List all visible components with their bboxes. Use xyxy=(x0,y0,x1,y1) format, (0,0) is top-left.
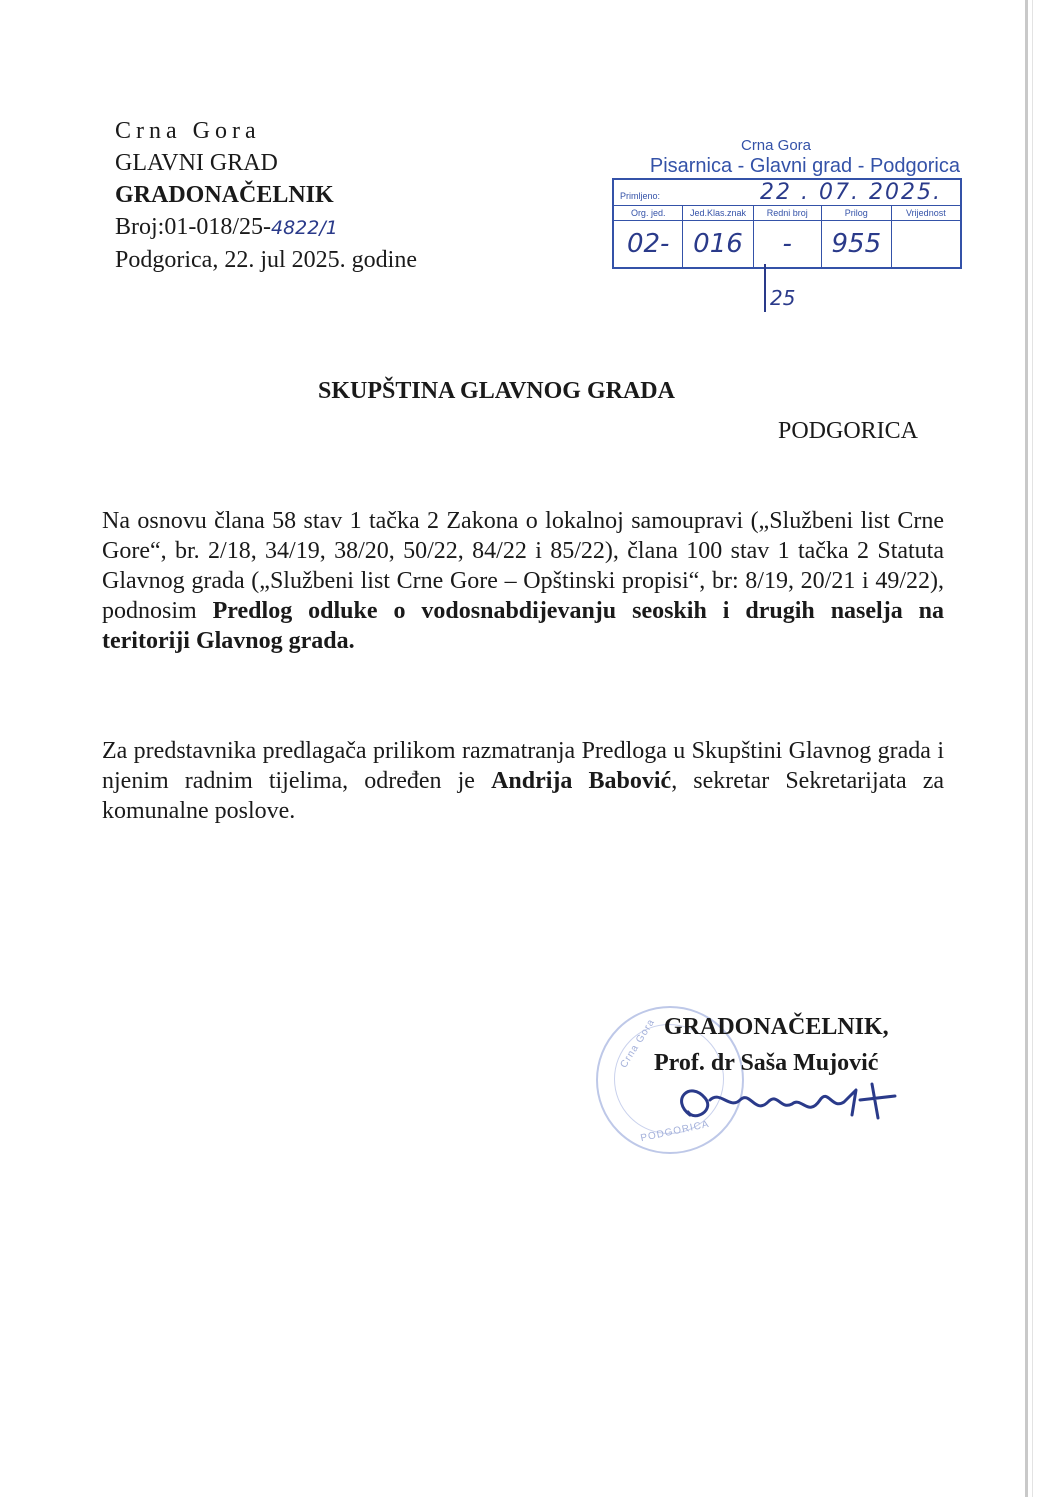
stamp-col-class: Jed.Klas.znak xyxy=(683,206,753,221)
stamp-subtitle: Pisarnica - Glavni grad - Podgorica xyxy=(649,155,960,177)
letterhead-office: GRADONAČELNIK xyxy=(115,182,334,208)
registry-stamp xyxy=(590,137,962,310)
document-number-prefix: Broj:01-018/25- xyxy=(115,214,271,240)
stamp-received-label: Primljeno: xyxy=(620,191,661,201)
letterhead-city: GLAVNI GRAD xyxy=(115,150,278,176)
para2-bold: Andrija Babović xyxy=(491,768,672,794)
stamp-val-org: 02- xyxy=(613,221,683,269)
para2-end: , sekretar Sekretarijata za komunalne poslove. xyxy=(102,768,944,824)
stamp-table xyxy=(612,178,962,269)
stamp-val-value xyxy=(891,221,961,269)
body-paragraph-2 xyxy=(102,736,944,826)
stamp-year-handwritten: 25 xyxy=(770,286,796,310)
body-paragraph-1 xyxy=(102,506,944,656)
page-edge-line-secondary xyxy=(1032,0,1033,1497)
letterhead xyxy=(115,115,417,276)
stamp-val-attachment: 955 xyxy=(821,221,891,269)
stamp-value-row xyxy=(613,221,961,269)
stamp-col-serial: Redni broj xyxy=(753,206,821,221)
page-edge-line xyxy=(1025,0,1028,1497)
stamp-val-serial: - xyxy=(753,221,821,269)
signatory-title: GRADONAČELNIK, xyxy=(664,1014,889,1040)
stamp-handwritten-line xyxy=(764,264,766,312)
para1-bold: Predlog odluke o vodosnabdijevanju seoskih i drugih naselja na teritoriji Glavnog grada. xyxy=(102,598,944,654)
stamp-col-attachment: Prilog xyxy=(821,206,891,221)
signatory-name: Prof. dr Saša Mujović xyxy=(654,1050,879,1076)
stamp-val-class: 016 xyxy=(683,221,753,269)
stamp-col-org: Org. jed. xyxy=(613,206,683,221)
seal-text-top: Crna Gora xyxy=(618,1016,658,1071)
para2-text: Za predstavnika predlagača prilikom razmatranja Predloga u Skupštini Glavnog grada i njenim radnim tijelima, određen je xyxy=(102,738,944,794)
stamp-received-cell xyxy=(613,179,961,206)
addressee-city xyxy=(778,418,918,445)
handwritten-signature xyxy=(660,1060,920,1140)
letterhead-country: Crna Gora xyxy=(115,118,261,144)
seal-text-bottom: PODGORICA xyxy=(639,1118,711,1145)
addressee-name: SKUPŠTINA GLAVNOG GRADA xyxy=(318,378,675,404)
addressee-city-text: PODGORICA xyxy=(778,418,919,444)
document-number xyxy=(115,211,417,244)
stamp-received-value: 22 . 07. 2025. xyxy=(760,180,942,205)
stamp-title: Crna Gora xyxy=(740,137,812,154)
para1-text: Na osnovu člana 58 stav 1 tačka 2 Zakona o lokalnoj samoupravi („Službeni list Crne Gore“, br. 2/18, 34/19, 38/20, 50/22, 84/22 i 85/22), člana 100 stav 1 tačka 2 Statuta Glavnog grada („Službeni list Crne Gore – Opštinski propisi“, br: 8/19, 20/21 i 49/22), podnosim xyxy=(102,508,944,624)
stamp-header-row xyxy=(613,206,961,221)
document-number-handwritten: 4822/1 xyxy=(271,217,338,239)
stamp-col-value: Vrijednost xyxy=(891,206,961,221)
place-date: Podgorica, 22. jul 2025. godine xyxy=(115,247,417,273)
stamp-received-row xyxy=(613,179,961,206)
